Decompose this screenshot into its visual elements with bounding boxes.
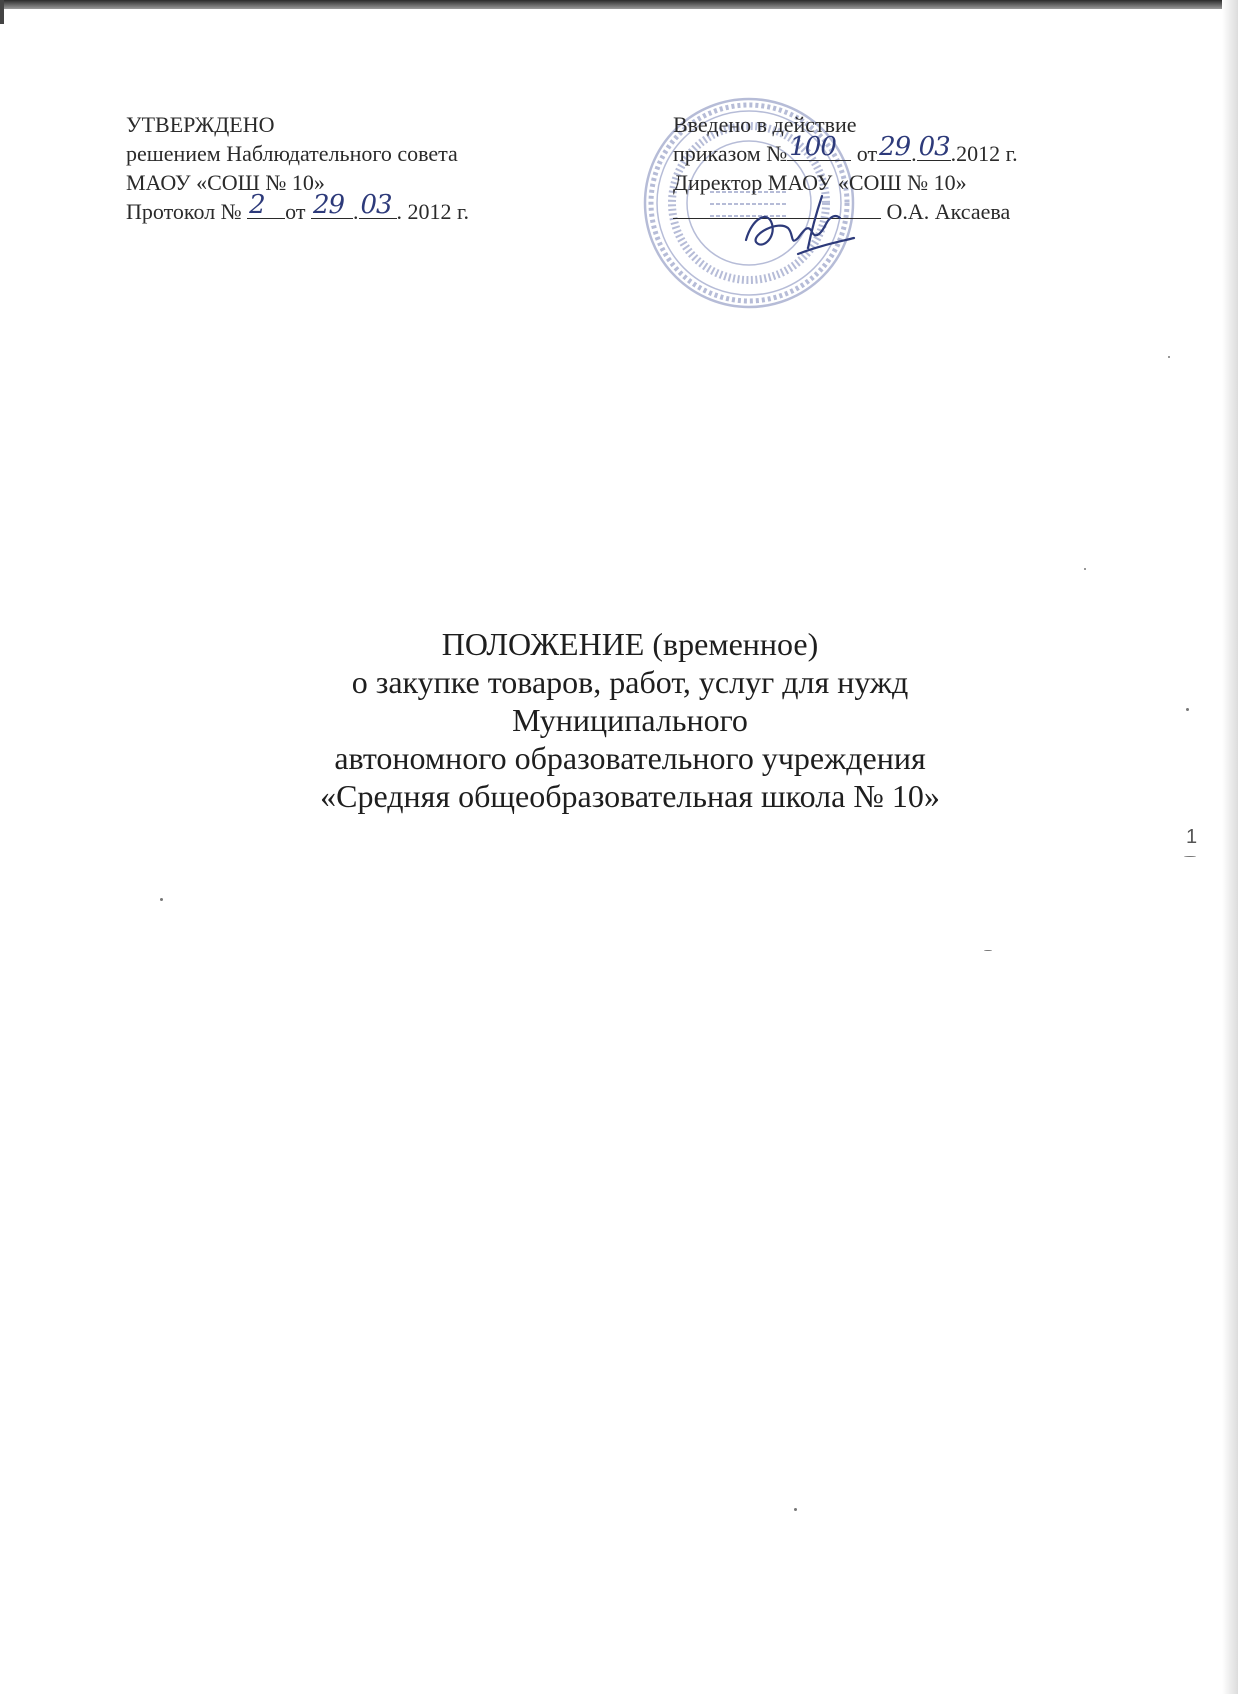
order-month: 03	[918, 132, 950, 162]
scan-edge-right	[1222, 0, 1238, 1694]
scan-edge-left	[0, 0, 4, 24]
protocol-line: Протокол № 2 от 29 . 03 . 2012 г.	[126, 190, 470, 224]
protocol-number-field	[247, 190, 285, 220]
protocol-number: 2	[249, 190, 265, 220]
order-year: .2012 г.	[950, 141, 1018, 166]
order-prefix: приказом №	[673, 141, 788, 166]
protocol-day-field	[311, 190, 353, 220]
title-line-4: автономного образовательного учреждения	[334, 740, 926, 776]
approved-heading: УТВЕРЖДЕНО	[126, 112, 275, 137]
scan-speck	[984, 950, 992, 951]
order-number-field	[787, 132, 851, 162]
scan-speck	[794, 1508, 797, 1511]
title-line-2: о закупке товаров, работ, услуг для нужд	[351, 664, 909, 700]
scan-edge-top	[0, 0, 1238, 9]
protocol-month: 03	[360, 190, 392, 220]
scan-speck	[160, 898, 163, 901]
school-name-short: МАОУ «СОШ № 10»	[126, 170, 325, 195]
director-name: О.А. Аксаева	[886, 199, 1011, 224]
title-line-1: ПОЛОЖЕНИЕ (временное)	[441, 626, 819, 662]
order-from: от	[856, 141, 878, 166]
order-line: приказом № 100 от 29 . 03 .2012 г.	[673, 132, 1018, 166]
scan-speck	[1084, 568, 1086, 570]
document-title	[200, 625, 1060, 815]
enacted-heading: Введено в действие	[673, 112, 857, 137]
order-day-field	[877, 132, 911, 162]
protocol-from: от	[285, 199, 306, 224]
approval-block-left	[126, 110, 469, 226]
protocol-month-field	[359, 190, 397, 220]
scan-speck	[1168, 356, 1170, 358]
protocol-prefix: Протокол №	[126, 199, 242, 224]
margin-number: 1	[1186, 826, 1198, 848]
approved-by-council: решением Наблюдательного совета	[126, 141, 458, 166]
title-line-3: Муниципального	[512, 702, 748, 738]
margin-dash	[1184, 856, 1196, 857]
scan-speck	[1186, 708, 1189, 711]
title-line-5: «Средняя общеобразовательная школа № 10»	[320, 778, 940, 814]
order-day: 29	[879, 132, 911, 162]
order-month-field	[917, 132, 951, 162]
director-title: Директор МАОУ «СОШ № 10»	[673, 170, 967, 195]
protocol-day: 29	[313, 190, 345, 220]
director-signature	[738, 188, 858, 268]
order-number: 100	[789, 132, 836, 162]
protocol-year: . 2012 г.	[396, 199, 470, 224]
